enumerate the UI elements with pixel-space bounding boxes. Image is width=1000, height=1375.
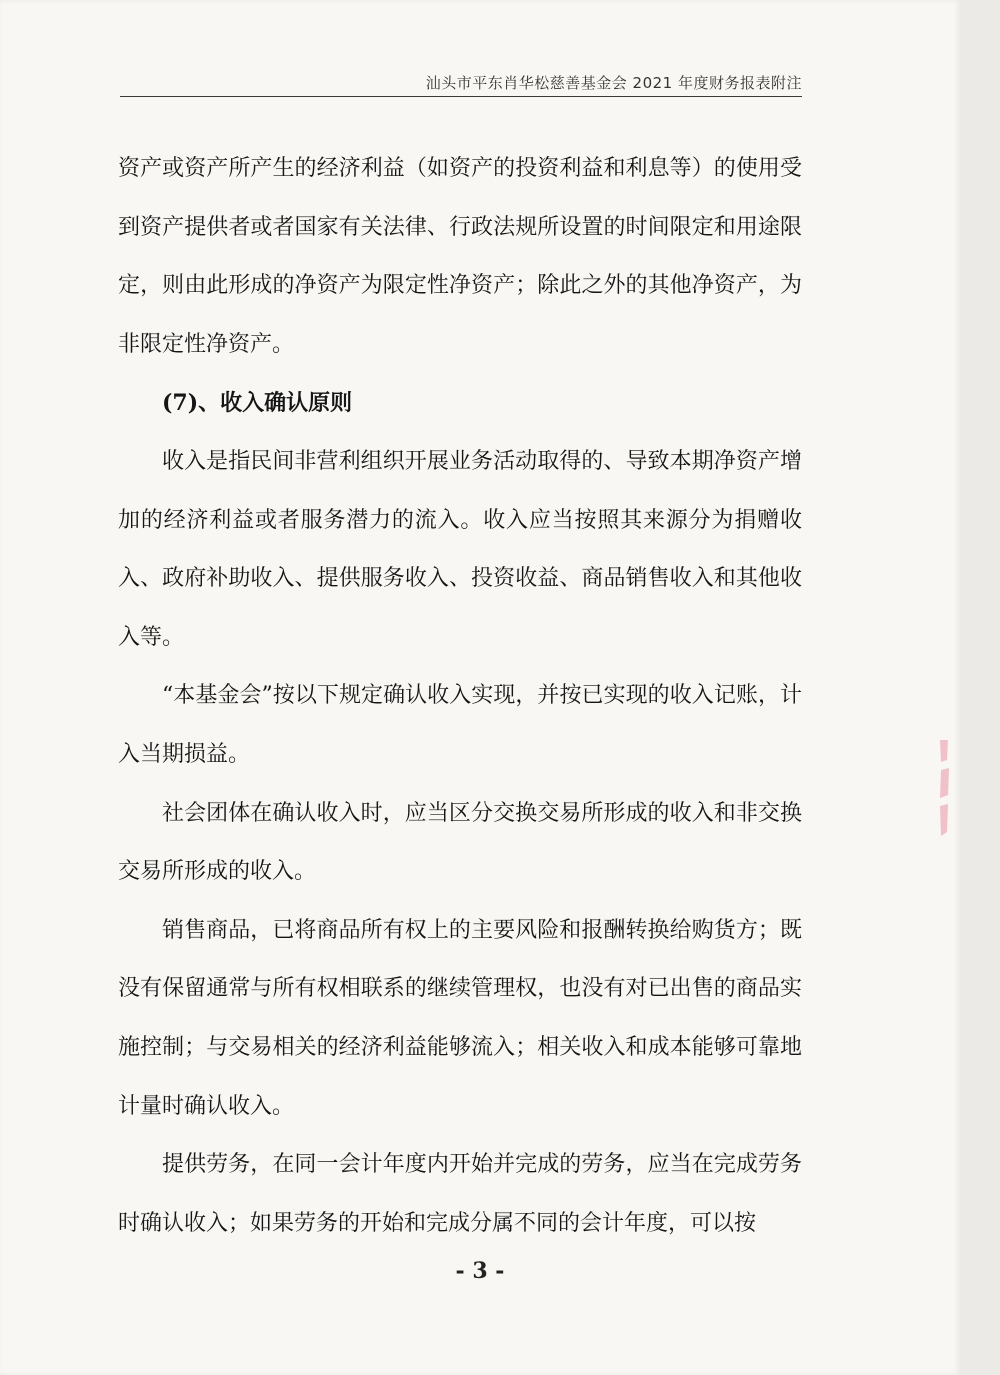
paragraph-sales-of-goods: 销售商品，已将商品所有权上的主要风险和报酬转换给购货方；既没有保留通常与所有权相联系的继续管理权，也没有对已出售的商品实施控制；与交易相关的经济利益能够流入；相关收入和成本能够可靠地计量时确认收入。 <box>118 917 802 1119</box>
page-number: - 3 - <box>455 1258 505 1284</box>
paragraph-net-assets: 资产或资产所产生的经济利益（如资产的投资利益和利息等）的使用受到资产提供者或者国家有关法律、行政法规所设置的时间限定和用途限定，则由此形成的净资产为限定性净资产；除此之外的其他净资产，为非限定性净资产。 <box>118 156 802 357</box>
running-header: 汕头市平东肖华松慈善基金会 2021 年度财务报表附注 <box>425 74 802 92</box>
seal-fragment-icon <box>938 740 950 850</box>
paragraph-exchange-transactions: 社会团体在确认收入时，应当区分交换交易所形成的收入和非交换交易所形成的收入。 <box>118 800 802 885</box>
paragraph-recognition-rule: “本基金会”按以下规定确认收入实现，并按已实现的收入记账，计入当期损益。 <box>118 683 802 767</box>
paragraph-services: 提供劳务，在同一会计年度内开始并完成的劳务，应当在完成劳务时确认收入；如果劳务的开始和完成分属不同的会计年度，可以按 <box>118 1152 802 1236</box>
paragraph-revenue-definition: 收入是指民间非营利组织开展业务活动取得的、导致本期净资产增加的经济利益或者服务潜力的流入。收入应当按照其来源分为捐赠收入、政府补助收入、提供服务收入、投资收益、商品销售收入和其他收入等。 <box>118 448 802 650</box>
section-title-revenue-recognition: (7)、收入确认原则 <box>162 390 353 417</box>
header-divider <box>120 96 802 97</box>
body-text <box>118 140 802 1253</box>
